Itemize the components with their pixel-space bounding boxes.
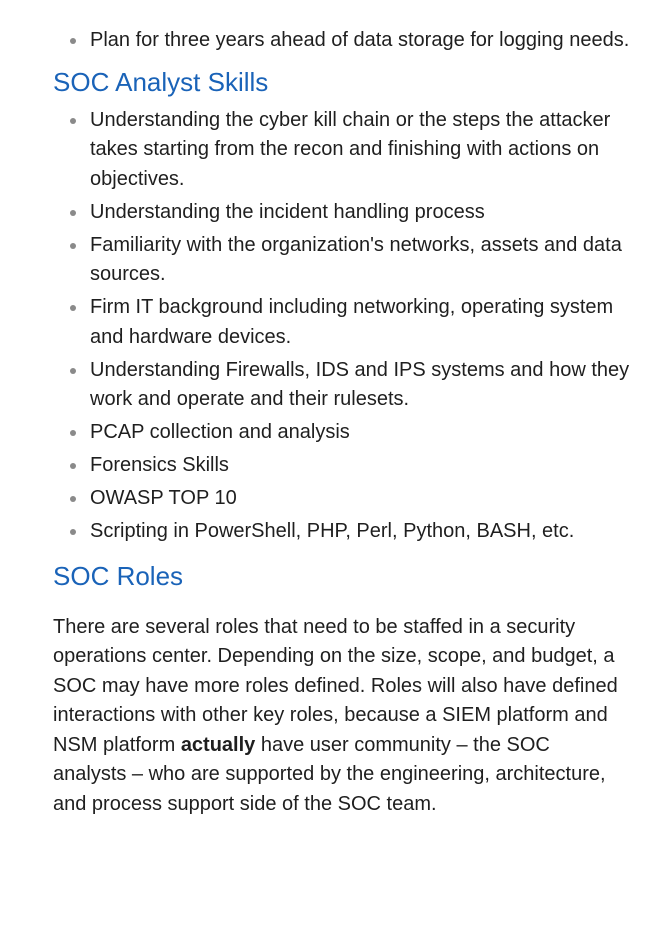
list-item xyxy=(53,484,633,514)
skills-list xyxy=(53,106,633,547)
storage-list xyxy=(53,26,633,56)
bullet-icon xyxy=(70,243,76,249)
list-item-text: Forensics Skills xyxy=(90,454,229,476)
bullet-icon xyxy=(70,38,76,44)
paragraph-text-end: have user community – the SOC analysts – who are supported by the engineering, architecture, and process support side of the SOC team. xyxy=(53,733,606,815)
list-item xyxy=(53,293,633,352)
article-content xyxy=(53,26,633,819)
bullet-icon xyxy=(70,118,76,124)
list-item-text: Understanding the cyber kill chain or the steps the attacker takes starting from the recon and finishing with actions on objectives. xyxy=(90,108,611,190)
bullet-icon xyxy=(70,430,76,436)
list-item-text: Understanding Firewalls, IDS and IPS systems and how they work and operate and their rulesets. xyxy=(90,358,630,410)
skills-heading: SOC Analyst Skills xyxy=(53,66,269,97)
list-item xyxy=(53,26,633,56)
roles-heading: SOC Roles xyxy=(53,560,184,591)
list-item xyxy=(53,106,633,195)
bullet-icon xyxy=(70,305,76,311)
roles-paragraph xyxy=(53,613,628,820)
list-item-text: Scripting in PowerShell, PHP, Perl, Python, BASH, etc. xyxy=(90,520,575,542)
list-item xyxy=(53,231,633,290)
bullet-icon xyxy=(70,496,76,502)
bullet-icon xyxy=(70,529,76,535)
list-item-text: Understanding the incident handling process xyxy=(90,200,485,223)
bullet-icon xyxy=(70,368,76,374)
list-item xyxy=(53,356,633,415)
list-item xyxy=(53,517,633,547)
list-item xyxy=(53,418,633,448)
list-item-text: Familiarity with the organization's networks, assets and data sources. xyxy=(90,233,622,285)
list-item-text: OWASP TOP 10 xyxy=(90,487,237,509)
list-item-text: PCAP collection and analysis xyxy=(90,421,350,443)
paragraph-text-start: There are several roles that need to be staffed in a security operations center. Depending on the size, scope, and budget, a SOC may have more roles defined. Roles will also have defined interactions with other key roles, because a SIEM platform and NSM platform xyxy=(53,615,618,756)
list-item xyxy=(53,451,633,481)
bullet-icon xyxy=(70,463,76,469)
paragraph-bold-text: actually xyxy=(180,733,256,756)
bullet-icon xyxy=(70,210,76,216)
list-item-text: Firm IT background including networking, operating system and hardware devices. xyxy=(90,296,614,348)
list-item xyxy=(53,198,633,228)
list-item-text: Plan for three years ahead of data storage for logging needs. xyxy=(90,29,630,51)
